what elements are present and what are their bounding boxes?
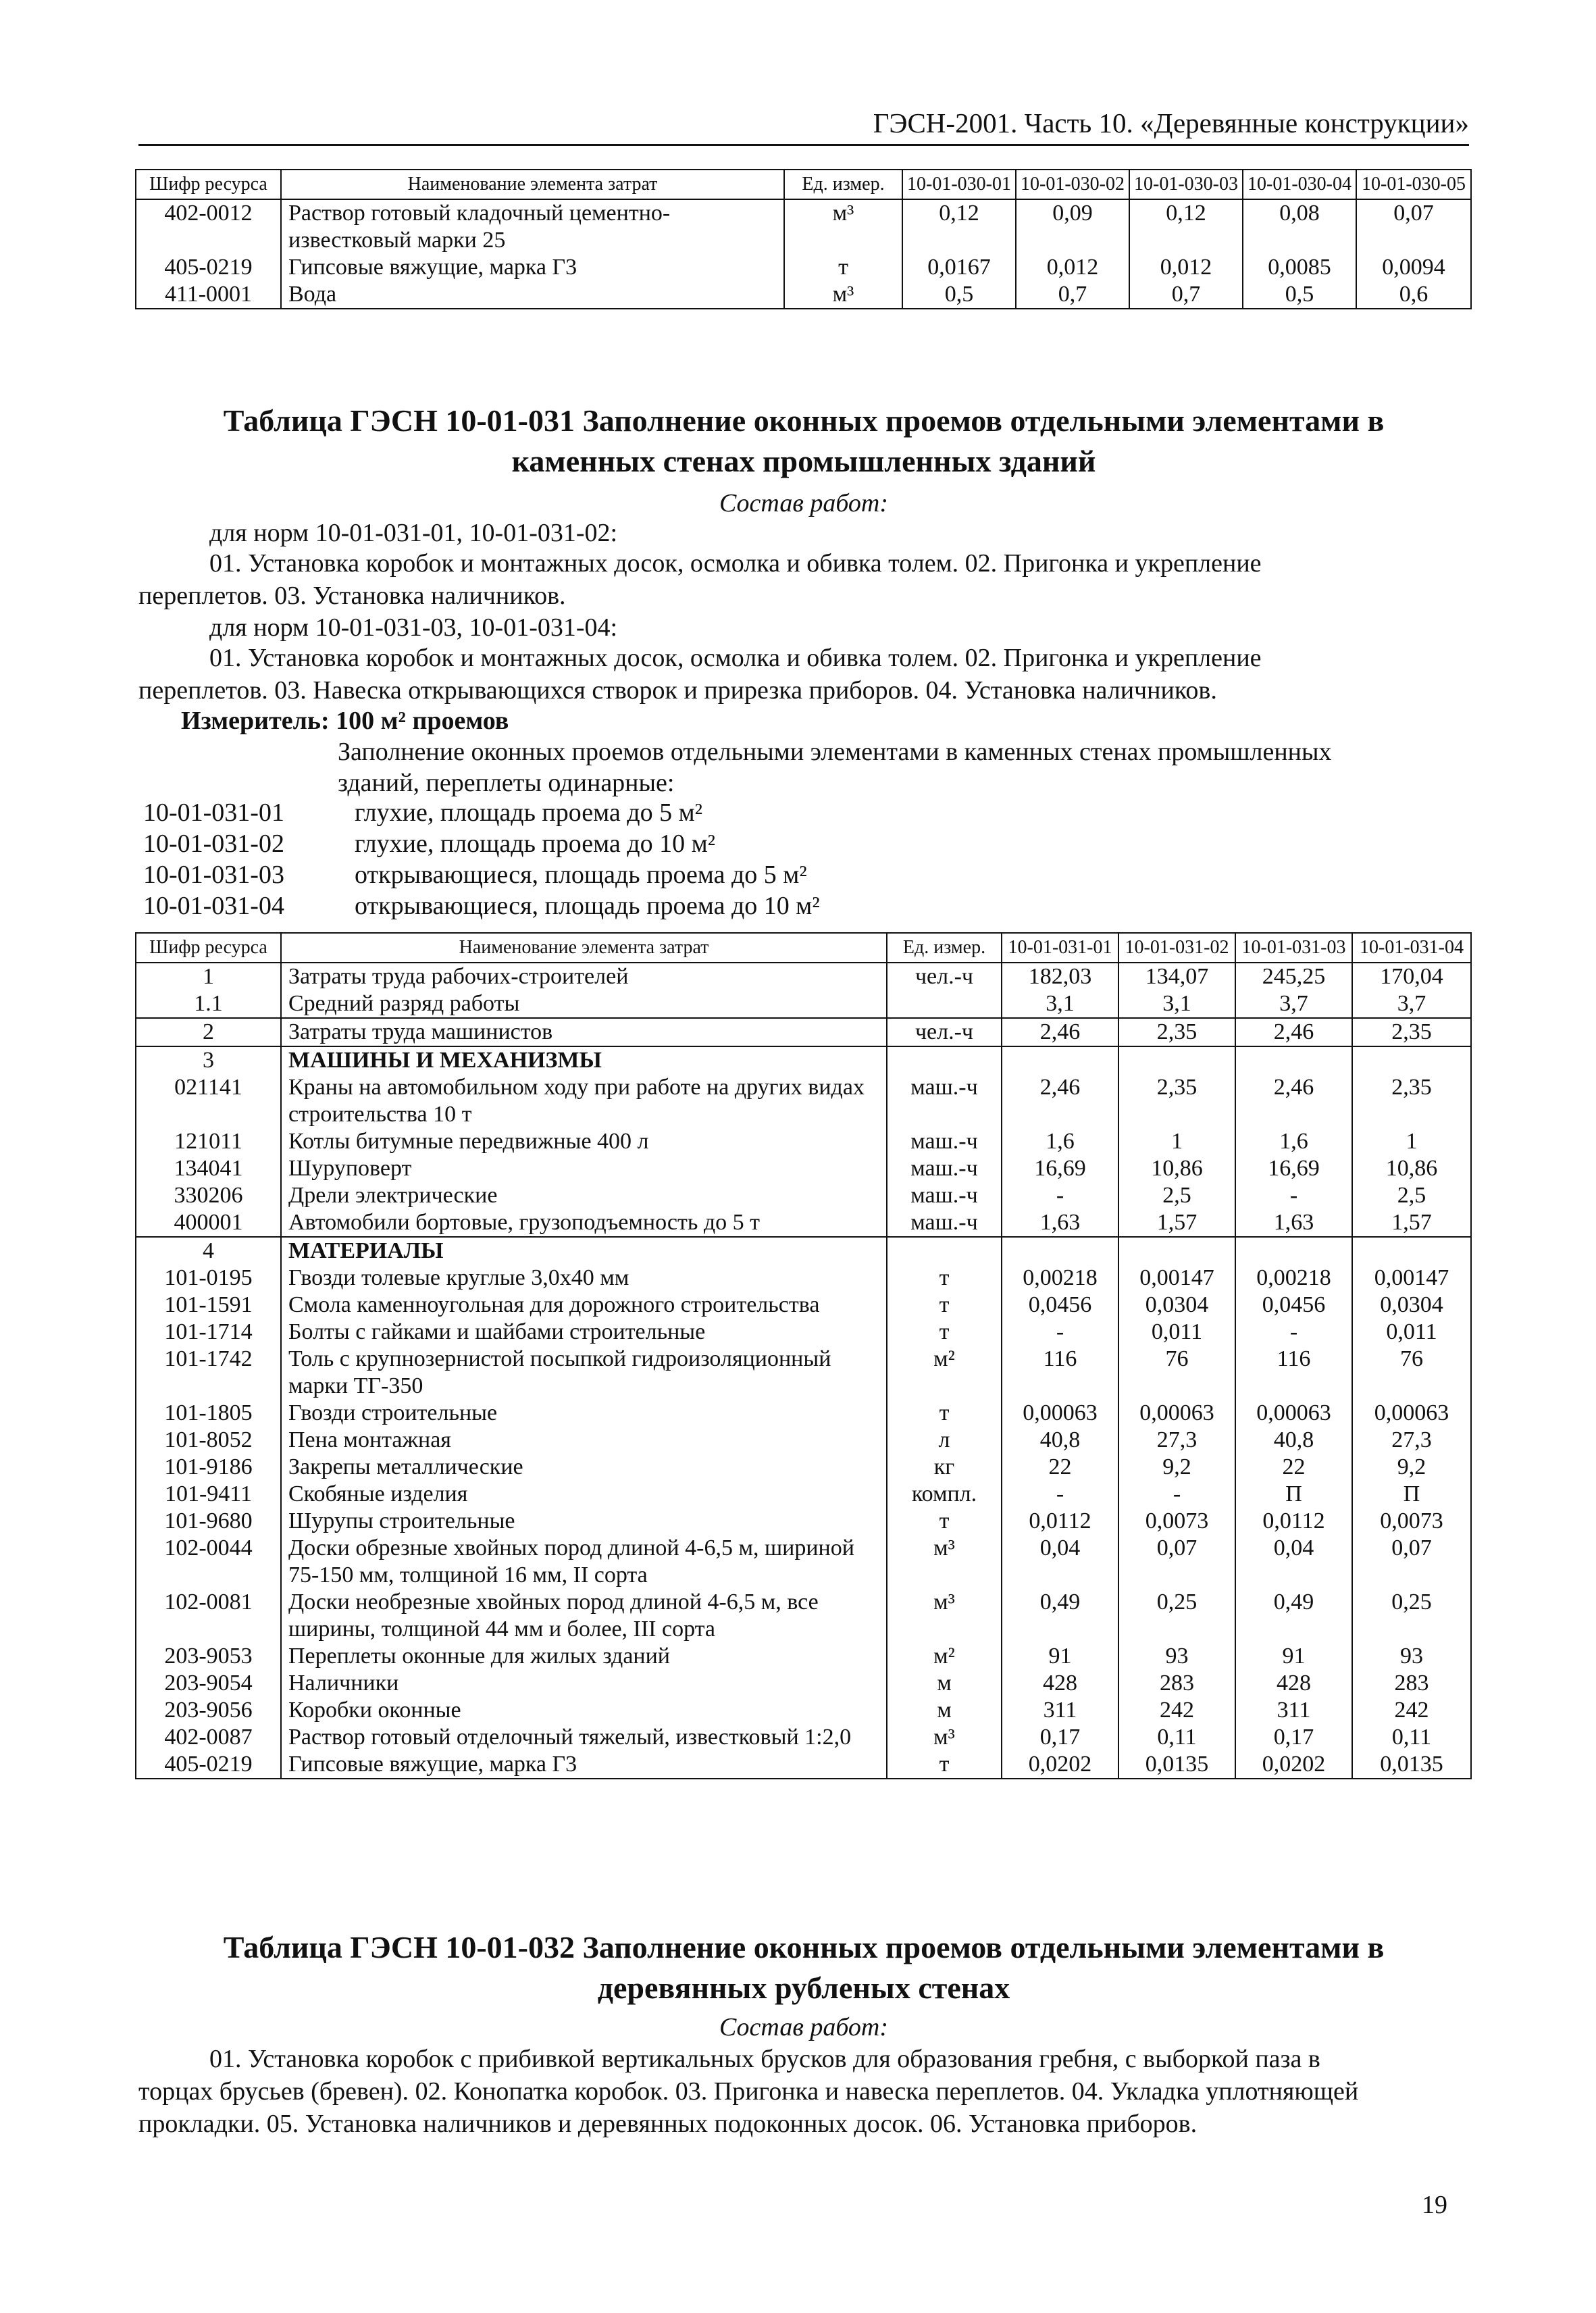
- column-header: Ед. измер.: [784, 170, 902, 199]
- resource-code-cell: 121011: [136, 1128, 281, 1155]
- column-header: 10-01-031-04: [1352, 933, 1471, 963]
- table-row: [136, 1046, 1471, 1074]
- norm-value-cell: 242: [1352, 1697, 1471, 1724]
- resource-code-cell: 101-9186: [136, 1454, 281, 1481]
- resource-code-cell: 1.1: [136, 990, 281, 1018]
- norm-value-cell: 93: [1118, 1643, 1235, 1670]
- norm-value-cell: 0,00147: [1118, 1265, 1235, 1292]
- norm-value-cell: 0,011: [1118, 1319, 1235, 1346]
- norm-value-cell: 0,0112: [1235, 1508, 1352, 1535]
- table-row: [136, 1481, 1471, 1508]
- column-header: 10-01-030-03: [1129, 170, 1243, 199]
- works-032-line1: 01. Установка коробок с прибивкой вертикальных брусков для образования гребня, с выборкой паза в: [209, 2045, 1320, 2073]
- works-1-line1: 01. Установка коробок и монтажных досок, осмолка и обивка толем. 02. Пригонка и укрепление: [209, 549, 1262, 578]
- unit-cell: м²: [887, 1643, 1002, 1670]
- unit-cell: м³: [784, 199, 902, 254]
- cost-element-name-cell: Вода: [281, 281, 784, 309]
- unit-cell: т: [887, 1751, 1002, 1779]
- norm-value-cell: 0,012: [1016, 254, 1129, 281]
- cost-element-name-cell: Скобяные изделия: [281, 1481, 887, 1508]
- norm-value-cell: 134,07: [1118, 963, 1235, 990]
- cost-element-name-cell: Краны на автомобильном ходу при работе на других видах строительства 10 т: [281, 1074, 887, 1128]
- cost-element-name-cell: Шурупы строительные: [281, 1508, 887, 1535]
- column-header: 10-01-031-01: [1002, 933, 1118, 963]
- table-row: [136, 1265, 1471, 1292]
- norm-value-cell: 0,011: [1352, 1319, 1471, 1346]
- norm-value-cell: 0,25: [1352, 1589, 1471, 1643]
- works-paragraph-2: [138, 642, 1469, 707]
- resource-code-cell: 102-0044: [136, 1535, 281, 1589]
- works-1-line2: переплетов. 03. Установка наличников.: [138, 582, 566, 610]
- cost-element-name-cell: Шуруповерт: [281, 1155, 887, 1182]
- cost-element-name-cell: Доски обрезные хвойных пород длиной 4-6,5 м, шириной 75-150 мм, толщиной 16 мм, II сорта: [281, 1535, 887, 1589]
- resource-code-cell: 101-9411: [136, 1481, 281, 1508]
- cost-element-name-cell: Коробки оконные: [281, 1697, 887, 1724]
- norm-value-cell: 27,3: [1352, 1427, 1471, 1454]
- unit-cell: м³: [887, 1724, 1002, 1751]
- table-row: [136, 1589, 1471, 1643]
- table-row: [136, 1400, 1471, 1427]
- norm-value-cell: 2,46: [1235, 1074, 1352, 1128]
- norm-value-cell: 2,46: [1235, 1018, 1352, 1046]
- column-header: Ед. измер.: [887, 933, 1002, 963]
- table-row: [136, 963, 1471, 990]
- cost-element-name-cell: МАТЕРИАЛЫ: [281, 1237, 887, 1265]
- table-header-row: [136, 170, 1471, 199]
- table-row: [136, 1018, 1471, 1046]
- norm-value-cell: 1: [1118, 1128, 1235, 1155]
- unit-cell: маш.-ч: [887, 1209, 1002, 1237]
- norm-value-cell: 2,46: [1002, 1018, 1118, 1046]
- description-line1: Заполнение оконных проемов отдельными элементами в каменных стенах промышленных: [338, 738, 1332, 766]
- resource-code-cell: 021141: [136, 1074, 281, 1128]
- cost-element-name-cell: Пена монтажная: [281, 1427, 887, 1454]
- norm-value-cell: 0,00063: [1235, 1400, 1352, 1427]
- norm-value-cell: 1,63: [1002, 1209, 1118, 1237]
- unit-cell: [887, 1046, 1002, 1074]
- table-row: [136, 1643, 1471, 1670]
- norm-value-cell: 0,7: [1016, 281, 1129, 309]
- norm-value-cell: 0,0085: [1243, 254, 1356, 281]
- resource-code-cell: 203-9053: [136, 1643, 281, 1670]
- cost-element-name-cell: Переплеты оконные для жилых зданий: [281, 1643, 887, 1670]
- table-row: [136, 1535, 1471, 1589]
- resource-code-cell: 1: [136, 963, 281, 990]
- norm-value-cell: 0,0304: [1118, 1292, 1235, 1319]
- norm-description: открывающиеся, площадь проема до 10 м²: [355, 892, 820, 920]
- table-row: [136, 1237, 1471, 1265]
- table-row: [136, 1724, 1471, 1751]
- cost-element-name-cell: Гипсовые вяжущие, марка Г3: [281, 254, 784, 281]
- norm-description: глухие, площадь проема до 10 м²: [355, 830, 716, 858]
- cost-element-name-cell: Раствор готовый кладочный цементно-известковый марки 25: [281, 199, 784, 254]
- cost-element-name-cell: Гипсовые вяжущие, марка Г3: [281, 1751, 887, 1779]
- resource-code-cell: 2: [136, 1018, 281, 1046]
- table-row: [136, 990, 1471, 1018]
- cost-element-name-cell: Гвозди строительные: [281, 1400, 887, 1427]
- norm-value-cell: 0,11: [1118, 1724, 1235, 1751]
- works-paragraph-032: [138, 2043, 1469, 2140]
- norm-value-cell: 0,0094: [1356, 254, 1471, 281]
- table-row: [136, 1182, 1471, 1209]
- norm-value-cell: 182,03: [1002, 963, 1118, 990]
- unit-cell: м³: [887, 1535, 1002, 1589]
- column-header: Шифр ресурса: [136, 170, 281, 199]
- norm-value-cell: [1118, 1046, 1235, 1074]
- norm-value-cell: 0,17: [1002, 1724, 1118, 1751]
- norm-value-cell: 91: [1002, 1643, 1118, 1670]
- norm-value-cell: 0,5: [902, 281, 1016, 309]
- norm-value-cell: 0,0202: [1002, 1751, 1118, 1779]
- norm-value-cell: 0,17: [1235, 1724, 1352, 1751]
- unit-cell: т: [887, 1319, 1002, 1346]
- table-row: [136, 1209, 1471, 1237]
- norm-value-cell: 428: [1002, 1670, 1118, 1697]
- norm-value-cell: 0,0135: [1118, 1751, 1235, 1779]
- works-032-line3: прокладки. 05. Установка наличников и деревянных подоконных досок. 06. Установка приборов.: [138, 2110, 1198, 2138]
- resource-code-cell: 405-0219: [136, 1751, 281, 1779]
- cost-element-name-cell: Закрепы металлические: [281, 1454, 887, 1481]
- norm-value-cell: 2,5: [1352, 1182, 1471, 1209]
- resource-code-cell: 101-9680: [136, 1508, 281, 1535]
- norm-value-cell: 0,0112: [1002, 1508, 1118, 1535]
- table-031: [135, 932, 1472, 1779]
- norm-description: глухие, площадь проема до 5 м²: [355, 798, 703, 827]
- cost-element-name-cell: Толь с крупнозернистой посыпкой гидроизоляционный марки ТГ-350: [281, 1346, 887, 1400]
- norm-value-cell: 0,7: [1129, 281, 1243, 309]
- cost-element-name-cell: Затраты труда машинистов: [281, 1018, 887, 1046]
- norm-value-cell: 0,0073: [1352, 1508, 1471, 1535]
- unit-cell: маш.-ч: [887, 1155, 1002, 1182]
- unit-cell: кг: [887, 1454, 1002, 1481]
- norm-value-cell: 22: [1002, 1454, 1118, 1481]
- column-header: Шифр ресурса: [136, 933, 281, 963]
- norm-value-cell: 0,04: [1235, 1535, 1352, 1589]
- norm-value-cell: 0,00218: [1235, 1265, 1352, 1292]
- norm-value-cell: 76: [1118, 1346, 1235, 1400]
- norm-value-cell: 0,49: [1002, 1589, 1118, 1643]
- norm-value-cell: [1352, 1046, 1471, 1074]
- column-header: 10-01-030-05: [1356, 170, 1471, 199]
- unit-cell: [887, 990, 1002, 1018]
- unit-cell: маш.-ч: [887, 1074, 1002, 1128]
- norm-value-cell: 0,00147: [1352, 1265, 1471, 1292]
- norm-value-cell: 242: [1118, 1697, 1235, 1724]
- table-row: [136, 1508, 1471, 1535]
- norm-value-cell: 9,2: [1118, 1454, 1235, 1481]
- resource-code-cell: 101-8052: [136, 1427, 281, 1454]
- resource-code-cell: 4: [136, 1237, 281, 1265]
- norm-value-cell: 0,012: [1129, 254, 1243, 281]
- column-header: 10-01-030-04: [1243, 170, 1356, 199]
- norm-value-cell: 2,35: [1118, 1018, 1235, 1046]
- norm-value-cell: 0,00063: [1352, 1400, 1471, 1427]
- meter-label: Измеритель: 100 м² проемов: [181, 707, 509, 735]
- table-031-title-line2: каменных стенах промышленных зданий: [511, 444, 1096, 478]
- norm-value-cell: 0,00218: [1002, 1265, 1118, 1292]
- norm-value-cell: [1002, 1046, 1118, 1074]
- norm-value-cell: 91: [1235, 1643, 1352, 1670]
- norm-value-cell: 2,5: [1118, 1182, 1235, 1209]
- norm-value-cell: 0,04: [1002, 1535, 1118, 1589]
- cost-element-name-cell: Раствор готовый отделочный тяжелый, известковый 1:2,0: [281, 1724, 887, 1751]
- description-line2: зданий, переплеты одинарные:: [338, 769, 675, 797]
- norm-value-cell: 116: [1235, 1346, 1352, 1400]
- table-row: [136, 199, 1471, 254]
- norm-code: 10-01-031-01: [143, 798, 284, 827]
- cost-element-name-cell: Дрели электрические: [281, 1182, 887, 1209]
- norm-value-cell: 76: [1352, 1346, 1471, 1400]
- table-032-title-line1: Таблица ГЭСН 10-01-032 Заполнение оконных проемов отдельными элементами в: [223, 1930, 1385, 1964]
- norm-value-cell: 2,35: [1118, 1074, 1235, 1128]
- unit-cell: л: [887, 1427, 1002, 1454]
- norm-value-cell: 1,57: [1352, 1209, 1471, 1237]
- norm-code: 10-01-031-04: [143, 892, 284, 920]
- resource-code-cell: 101-1591: [136, 1292, 281, 1319]
- unit-cell: т: [887, 1400, 1002, 1427]
- norm-code: 10-01-031-03: [143, 861, 284, 889]
- norm-value-cell: 16,69: [1235, 1155, 1352, 1182]
- norm-value-cell: 0,0202: [1235, 1751, 1352, 1779]
- norm-value-cell: -: [1235, 1319, 1352, 1346]
- table-row: [136, 1292, 1471, 1319]
- page-number: 19: [1422, 2191, 1447, 2219]
- table-row: [136, 1319, 1471, 1346]
- table-row: [136, 1155, 1471, 1182]
- norm-value-cell: 1,63: [1235, 1209, 1352, 1237]
- works-032-line2: торцах брусьев (бревен). 02. Конопатка коробок. 03. Пригонка и навеска переплетов. 04. Укладка уплотняющей: [138, 2077, 1359, 2106]
- norm-value-cell: 0,12: [1129, 199, 1243, 254]
- norm-value-cell: 0,0456: [1002, 1292, 1118, 1319]
- norm-value-cell: 0,00063: [1002, 1400, 1118, 1427]
- norm-value-cell: 0,0135: [1352, 1751, 1471, 1779]
- norm-value-cell: -: [1002, 1481, 1118, 1508]
- table-row: [136, 1074, 1471, 1128]
- unit-cell: маш.-ч: [887, 1182, 1002, 1209]
- norm-value-cell: 0,00063: [1118, 1400, 1235, 1427]
- cost-element-name-cell: Средний разряд работы: [281, 990, 887, 1018]
- column-header: 10-01-031-03: [1235, 933, 1352, 963]
- resource-code-cell: 134041: [136, 1155, 281, 1182]
- unit-cell: м: [887, 1670, 1002, 1697]
- norm-value-cell: 16,69: [1002, 1155, 1118, 1182]
- norm-value-cell: 2,35: [1352, 1074, 1471, 1128]
- norm-value-cell: 93: [1352, 1643, 1471, 1670]
- norm-value-cell: 311: [1002, 1697, 1118, 1724]
- norm-value-cell: 3,7: [1235, 990, 1352, 1018]
- norm-value-cell: -: [1118, 1481, 1235, 1508]
- norm-value-cell: [1352, 1237, 1471, 1265]
- works-2-line1: 01. Установка коробок и монтажных досок, осмолка и обивка толем. 02. Пригонка и укрепление: [209, 644, 1262, 672]
- resource-code-cell: 402-0087: [136, 1724, 281, 1751]
- resource-code-cell: 101-1742: [136, 1346, 281, 1400]
- norm-value-cell: 0,07: [1352, 1535, 1471, 1589]
- table-row: [136, 1670, 1471, 1697]
- norm-value-cell: 40,8: [1002, 1427, 1118, 1454]
- composition-label-032: Состав работ:: [719, 2013, 889, 2041]
- unit-cell: м²: [887, 1346, 1002, 1400]
- unit-cell: [887, 1237, 1002, 1265]
- norm-value-cell: 2,35: [1352, 1018, 1471, 1046]
- table-row: [136, 281, 1471, 309]
- norm-value-cell: 1,6: [1235, 1128, 1352, 1155]
- norm-value-cell: 3,1: [1002, 990, 1118, 1018]
- resource-code-cell: 101-0195: [136, 1265, 281, 1292]
- norm-value-cell: 3,1: [1118, 990, 1235, 1018]
- table-header-row: [136, 933, 1471, 963]
- norm-value-cell: 27,3: [1118, 1427, 1235, 1454]
- norm-value-cell: 0,11: [1352, 1724, 1471, 1751]
- cost-element-name-cell: Котлы битумные передвижные 400 л: [281, 1128, 887, 1155]
- table-row: [136, 1427, 1471, 1454]
- norm-description: открывающиеся, площадь проема до 5 м²: [355, 861, 807, 889]
- unit-cell: м³: [887, 1589, 1002, 1643]
- norm-value-cell: [1002, 1237, 1118, 1265]
- norm-value-cell: П: [1235, 1481, 1352, 1508]
- norm-value-cell: 1,6: [1002, 1128, 1118, 1155]
- norm-value-cell: [1235, 1046, 1352, 1074]
- cost-element-name-cell: Автомобили бортовые, грузоподъемность до 5 т: [281, 1209, 887, 1237]
- norm-value-cell: 0,25: [1118, 1589, 1235, 1643]
- unit-cell: м: [887, 1697, 1002, 1724]
- norm-value-cell: П: [1352, 1481, 1471, 1508]
- unit-cell: м³: [784, 281, 902, 309]
- norm-value-cell: 0,09: [1016, 199, 1129, 254]
- norm-value-cell: 245,25: [1235, 963, 1352, 990]
- norm-value-cell: 0,0456: [1235, 1292, 1352, 1319]
- norm-value-cell: 1: [1352, 1128, 1471, 1155]
- resource-code-cell: 203-9054: [136, 1670, 281, 1697]
- norm-value-cell: 0,12: [902, 199, 1016, 254]
- table-031-title-line1: Таблица ГЭСН 10-01-031 Заполнение оконных проемов отдельными элементами в: [223, 403, 1385, 438]
- cost-element-name-cell: Смола каменноугольная для дорожного строительства: [281, 1292, 887, 1319]
- cost-element-name-cell: Гвозди толевые круглые 3,0х40 мм: [281, 1265, 887, 1292]
- cost-element-name-cell: Затраты труда рабочих-строителей: [281, 963, 887, 990]
- unit-cell: т: [887, 1508, 1002, 1535]
- unit-cell: т: [887, 1292, 1002, 1319]
- resource-code-cell: 101-1805: [136, 1400, 281, 1427]
- resource-code-cell: 405-0219: [136, 254, 281, 281]
- cost-element-name-cell: Болты с гайками и шайбами строительные: [281, 1319, 887, 1346]
- works-paragraph-1: [138, 547, 1469, 612]
- table-row: [136, 254, 1471, 281]
- unit-cell: компл.: [887, 1481, 1002, 1508]
- resource-code-cell: 411-0001: [136, 281, 281, 309]
- norm-value-cell: 116: [1002, 1346, 1118, 1400]
- unit-cell: т: [784, 254, 902, 281]
- norm-value-cell: 9,2: [1352, 1454, 1471, 1481]
- unit-cell: маш.-ч: [887, 1128, 1002, 1155]
- resource-code-cell: 101-1714: [136, 1319, 281, 1346]
- norm-value-cell: [1235, 1237, 1352, 1265]
- table-row: [136, 1128, 1471, 1155]
- norm-value-cell: 0,08: [1243, 199, 1356, 254]
- unit-cell: чел.-ч: [887, 1018, 1002, 1046]
- cost-element-name-cell: Наличники: [281, 1670, 887, 1697]
- norm-value-cell: 311: [1235, 1697, 1352, 1724]
- resource-code-cell: 402-0012: [136, 199, 281, 254]
- norm-value-cell: 0,5: [1243, 281, 1356, 309]
- works-2-line2: переплетов. 03. Навеска открывающихся створок и прирезка приборов. 04. Установка наличников.: [138, 676, 1217, 705]
- norm-value-cell: 0,49: [1235, 1589, 1352, 1643]
- table-row: [136, 1454, 1471, 1481]
- column-header: Наименование элемента затрат: [281, 170, 784, 199]
- resource-code-cell: 102-0081: [136, 1589, 281, 1643]
- norm-value-cell: -: [1002, 1319, 1118, 1346]
- table-row: [136, 1346, 1471, 1400]
- norm-value-cell: 283: [1352, 1670, 1471, 1697]
- for-norms-label-2: для норм 10-01-031-03, 10-01-031-04:: [209, 613, 618, 642]
- norm-value-cell: 0,0167: [902, 254, 1016, 281]
- for-norms-label-1: для норм 10-01-031-01, 10-01-031-02:: [209, 519, 618, 547]
- table-032-title-line2: деревянных рубленых стенах: [597, 1971, 1010, 2005]
- norm-value-cell: 2,46: [1002, 1074, 1118, 1128]
- norm-value-cell: -: [1002, 1182, 1118, 1209]
- table-row: [136, 1697, 1471, 1724]
- column-header: Наименование элемента затрат: [281, 933, 887, 963]
- norm-value-cell: 3,7: [1352, 990, 1471, 1018]
- column-header: 10-01-031-02: [1118, 933, 1235, 963]
- norm-value-cell: [1118, 1237, 1235, 1265]
- norm-value-cell: 170,04: [1352, 963, 1471, 990]
- norm-value-cell: 283: [1118, 1670, 1235, 1697]
- norm-code: 10-01-031-02: [143, 830, 284, 858]
- norm-value-cell: 0,6: [1356, 281, 1471, 309]
- norm-value-cell: 40,8: [1235, 1427, 1352, 1454]
- norm-value-cell: 428: [1235, 1670, 1352, 1697]
- resource-code-cell: 330206: [136, 1182, 281, 1209]
- column-header: 10-01-030-02: [1016, 170, 1129, 199]
- unit-cell: чел.-ч: [887, 963, 1002, 990]
- norm-value-cell: -: [1235, 1182, 1352, 1209]
- running-header: ГЭСН-2001. Часть 10. «Деревянные конструкции»: [138, 105, 1469, 146]
- norm-value-cell: 0,07: [1118, 1535, 1235, 1589]
- unit-cell: т: [887, 1265, 1002, 1292]
- norm-value-cell: 1,57: [1118, 1209, 1235, 1237]
- norm-value-cell: 10,86: [1118, 1155, 1235, 1182]
- norm-value-cell: 0,0073: [1118, 1508, 1235, 1535]
- cost-element-name-cell: МАШИНЫ И МЕХАНИЗМЫ: [281, 1046, 887, 1074]
- table-row: [136, 1751, 1471, 1779]
- norm-value-cell: 0,07: [1356, 199, 1471, 254]
- column-header: 10-01-030-01: [902, 170, 1016, 199]
- resource-code-cell: 400001: [136, 1209, 281, 1237]
- composition-label: Состав работ:: [719, 489, 889, 517]
- cost-element-name-cell: Доски необрезные хвойных пород длиной 4-6,5 м, все ширины, толщиной 44 мм и более, III сорта: [281, 1589, 887, 1643]
- norm-value-cell: 0,0304: [1352, 1292, 1471, 1319]
- norm-value-cell: 10,86: [1352, 1155, 1471, 1182]
- resource-code-cell: 203-9056: [136, 1697, 281, 1724]
- norm-value-cell: 22: [1235, 1454, 1352, 1481]
- resource-code-cell: 3: [136, 1046, 281, 1074]
- table-030-tail: [135, 169, 1472, 309]
